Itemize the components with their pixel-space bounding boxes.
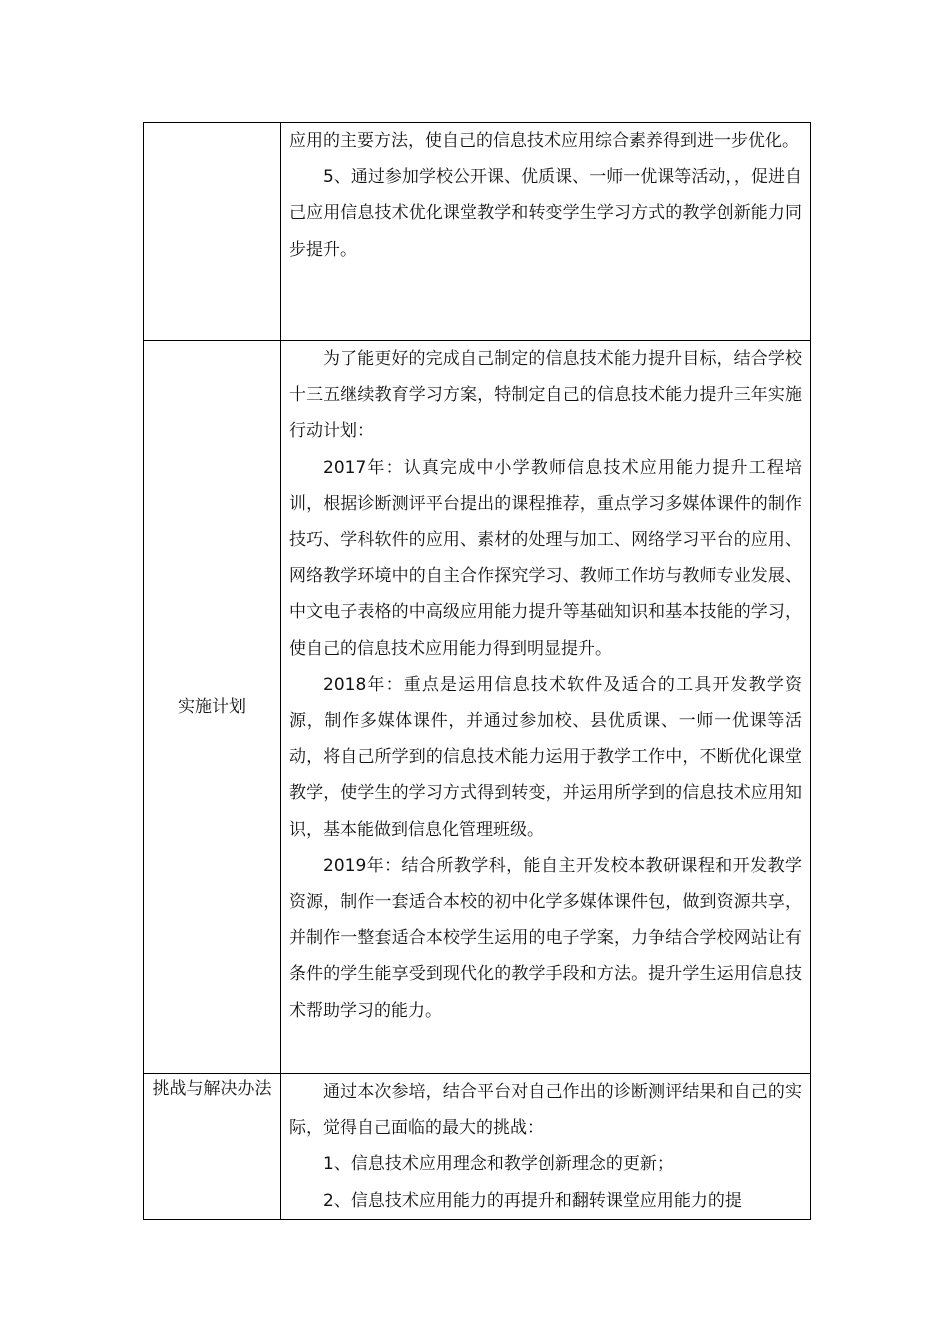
paragraph: 应用的主要方法，使自己的信息技术应用综合素养得到进一步优化。 <box>289 131 799 151</box>
paragraph: 2、信息技术应用能力的再提升和翻转课堂应用能力的提 <box>323 1190 742 1211</box>
paragraph: 2019年：结合所教学科，能自主开发校本教研课程和开发教学资源，制作一套适合本校的初中化学多媒体课件包，做到资源共享，并制作一整套适合本校学生运用的电子学案，力争结合学校网站让有条件的学生能享受到现代化的教学手段和方法。提升学生运用信息技术帮助学习的能力。 <box>289 855 802 1021</box>
table-row <box>144 341 811 1074</box>
row-label-text: 实施计划 <box>178 696 246 717</box>
row-label <box>144 1074 281 1220</box>
row-label <box>144 341 281 1074</box>
row-label-text: 挑战与解决办法 <box>152 1079 272 1099</box>
table-row <box>144 1074 811 1220</box>
row-content <box>281 1074 811 1220</box>
paragraph: 为了能更好的完成自己制定的信息技术能力提升目标，结合学校十三五继续教育学习方案，特制定自己的信息技术能力提升三年实施行动计划： <box>289 349 802 442</box>
table-row <box>144 123 811 341</box>
paragraph: 1、信息技术应用理念和教学创新理念的更新； <box>323 1154 674 1175</box>
plan-table <box>143 122 811 1220</box>
paragraph: 2018年：重点是运用信息技术软件及适合的工具开发教学资源，制作多媒体课件，并通过参加校、县优质课、一师一优课等活动，将自己所学到的信息技术能力运用于教学工作中，不断优化课堂教学，使学生的学习方式得到转变，并运用所学到的信息技术应用知识，基本能做到信息化管理班级。 <box>289 674 802 840</box>
paragraph: 5、通过参加学校公开课、优质课、一师一优课等活动，，促进自己应用信息技术优化课堂教学和转变学生学习方式的教学创新能力同步提升。 <box>289 167 802 260</box>
paragraph: 2017年：认真完成中小学教师信息技术应用能力提升工程培训，根据诊断测评平台提出的课程推荐，重点学习多媒体课件的制作技巧、学科软件的应用、素材的处理与加工、网络学习平台的应用、网络教学环境中的自主合作探究学习、教师工作坊与教师专业发展、中文电子表格的中高级应用能力提升等基础知识和基本技能的学习，使自己的信息技术应用能力得到明显提升。 <box>289 457 802 659</box>
row-label <box>144 123 281 341</box>
row-content <box>281 341 811 1074</box>
row-content <box>281 123 811 341</box>
paragraph: 通过本次参培，结合平台对自己作出的诊断测评结果和自己的实际，觉得自己面临的最大的挑战： <box>289 1082 802 1139</box>
